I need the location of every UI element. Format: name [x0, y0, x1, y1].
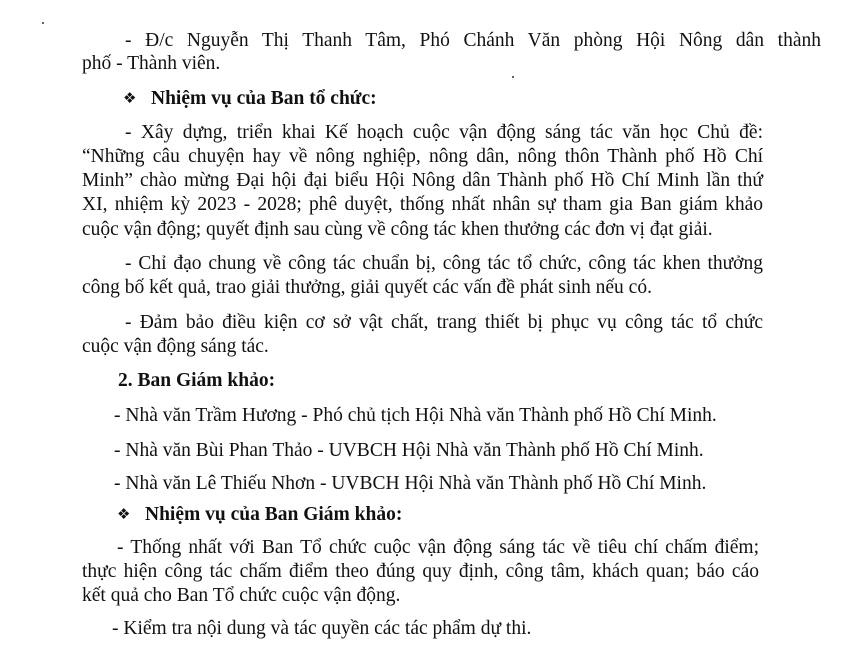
heading-organizing-committee-tasks	[123, 87, 377, 110]
jury-task-2-line-1: - Kiểm tra nội dung và tác quyền các tác phẩm dự thi.	[112, 618, 532, 639]
org-task-1-line-5: cuộc vận động; quyết định sau cùng về công tác khen thưởng các đơn vị đạt giải.	[82, 219, 713, 240]
jury-task-1-line-3: kết quả cho Ban Tổ chức cuộc vận động.	[82, 585, 401, 606]
diamond-bullet-icon: ❖	[117, 505, 131, 523]
diamond-bullet-icon: ❖	[123, 89, 137, 107]
org-task-1-line-3: Minh” chào mừng Đại hội đại biểu Hội Nông dân Thành phố Hồ Chí Minh lần thứ	[82, 170, 763, 191]
member-line-2: phố - Thành viên.	[82, 53, 221, 74]
scan-speck	[42, 22, 44, 24]
org-task-3-line-1: - Đảm bảo điều kiện cơ sở vật chất, trang thiết bị phục vụ công tác tổ chức	[125, 312, 763, 333]
heading-jury-tasks-text: Nhiệm vụ của Ban Giám khảo:	[145, 504, 403, 525]
org-task-2-line-1: - Chỉ đạo chung về công tác chuẩn bị, công tác tổ chức, công tác khen thưởng	[125, 253, 763, 274]
org-task-3-line-2: cuộc vận động sáng tác.	[82, 336, 269, 357]
jury-member-1: - Nhà văn Trầm Hương - Phó chủ tịch Hội Nhà văn Thành phố Hồ Chí Minh.	[114, 405, 717, 426]
heading-jury: 2. Ban Giám khảo:	[118, 370, 276, 391]
org-task-2-line-2: công bố kết quả, trao giải thưởng, giải quyết các vấn đề phát sinh nếu có.	[82, 277, 652, 298]
heading-organizing-committee-tasks-text: Nhiệm vụ của Ban tổ chức:	[151, 88, 377, 109]
scan-speck	[512, 76, 514, 78]
org-task-1-line-2: “Những câu chuyện hay về nông nghiệp, nông dân, nông thôn Thành phố Hồ Chí	[82, 146, 763, 167]
jury-task-1-line-1: - Thống nhất với Ban Tổ chức cuộc vận động sáng tác về tiêu chí chấm điểm;	[117, 537, 759, 558]
member-line-1: - Đ/c Nguyễn Thị Thanh Tâm, Phó Chánh Văn phòng Hội Nông dân thành	[125, 30, 821, 51]
org-task-1-line-4: XI, nhiệm kỳ 2023 - 2028; phê duyệt, thống nhất nhân sự tham gia Ban giám khảo	[82, 194, 763, 215]
org-task-1-line-1: - Xây dựng, triển khai Kế hoạch cuộc vận động sáng tác văn học Chủ đề:	[125, 122, 763, 143]
jury-member-2: - Nhà văn Bùi Phan Thảo - UVBCH Hội Nhà văn Thành phố Hồ Chí Minh.	[114, 440, 704, 461]
jury-task-1-line-2: thực hiện công tác chấm điểm theo đúng quy định, công tâm, khách quan; báo cáo	[82, 561, 759, 582]
heading-jury-tasks	[117, 503, 402, 526]
jury-member-3: - Nhà văn Lê Thiếu Nhơn - UVBCH Hội Nhà văn Thành phố Hồ Chí Minh.	[114, 473, 707, 494]
